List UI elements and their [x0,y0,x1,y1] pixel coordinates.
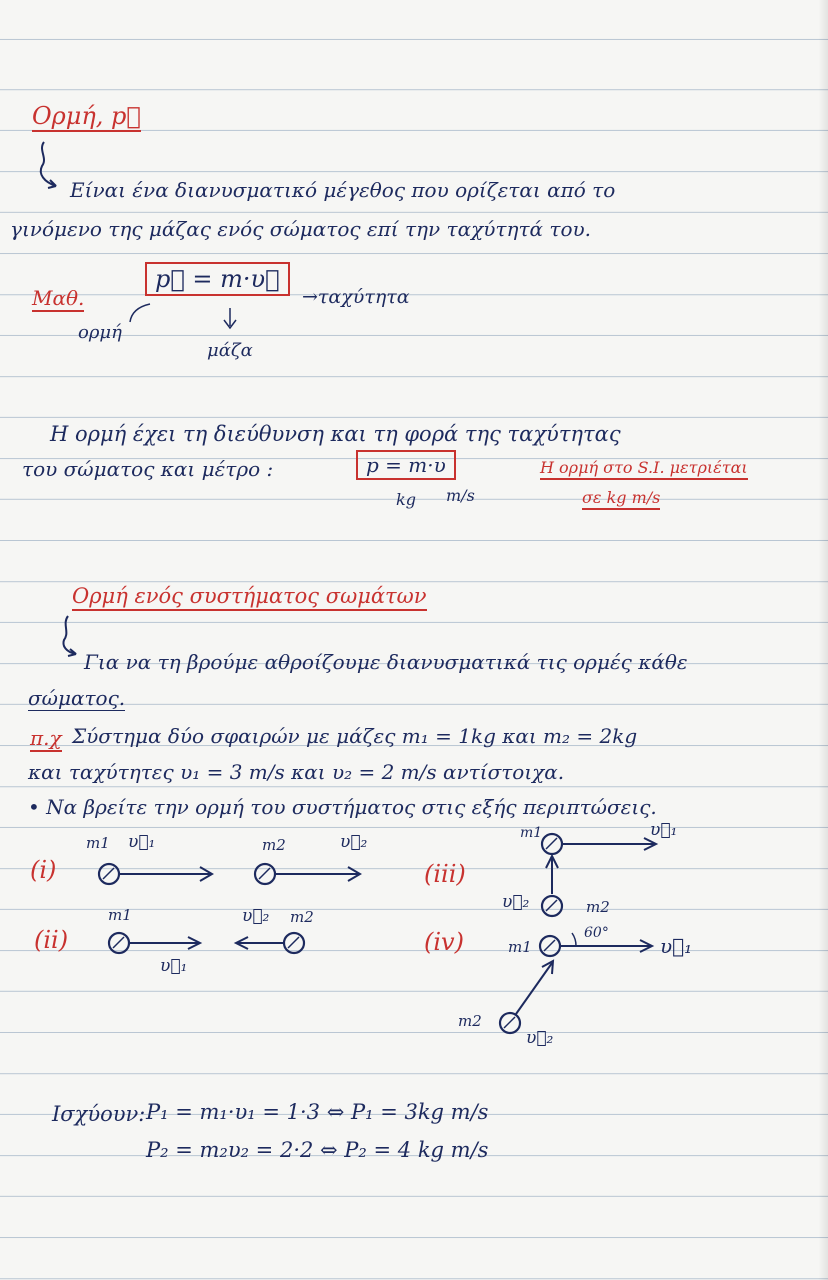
formula-arrows [110,300,250,345]
mass-note: μάζα [207,340,253,361]
example-tag: π.χ [30,726,62,750]
velocity-note: →ταχύτητα [302,286,410,308]
definition-line-2: γινόμενο της μάζας ενός σώματος επί την ταχύτητά του. [10,217,591,241]
case-i-diagram [90,855,380,891]
momentum-note: ορμή [78,322,122,343]
case-i-v1: υ⃗₁ [128,832,156,852]
case-iv-label: (iv) [424,928,464,956]
case-iv-v1: υ⃗₁ [660,934,693,958]
example-line-1: Σύστημα δύο σφαιρών με μάζες m₁ = 1kg και m₂ = 2kg [72,724,638,748]
system-line-1: Για να τη βρούμε αθροίζουμε διανυσματικά τις ορμές κάθε [84,650,688,674]
case-i-m2: m2 [262,836,286,854]
task-line: • Να βρείτε την ορμή του συστήματος στις εξής περιπτώσεις. [28,795,657,819]
case-iv-diagram [480,925,680,1035]
calc-intro: Ισχύουν: [52,1102,146,1126]
case-iii-v2: υ⃗₂ [502,892,530,912]
formula-box: p⃗ = m·υ⃗ [145,262,290,296]
unit-ms: m/s [446,486,475,505]
case-iii-label: (iii) [424,860,466,888]
case-iv-v2: υ⃗₂ [526,1028,554,1048]
magnitude-box: p = m·υ [356,450,456,480]
heading-system: Ορμή ενός συστήματος σωμάτων [72,586,427,611]
case-ii-m2: m2 [290,908,314,926]
si-line-2: σε kg m/s [582,490,660,510]
case-ii-label: (ii) [34,926,69,954]
unit-kg: kg [396,490,416,509]
definition-line-1: Είναι ένα διανυσματικό μέγεθος που ορίζεται από το [70,178,616,202]
case-iii-diagram [530,828,670,918]
case-iv-m2: m2 [458,1012,482,1030]
case-ii-v2: υ⃗₂ [242,906,270,926]
case-ii-m1: m1 [108,906,132,924]
heading-momentum: Ορμή, p⃗ [32,102,141,130]
calc-line-2: P₂ = m₂υ₂ = 2·2 ⇔ P₂ = 4 kg m/s [146,1138,489,1162]
formula-label: Μαθ. [32,286,85,310]
case-iii-m2: m2 [586,898,610,916]
calc-line-1: P₁ = m₁·υ₁ = 1·3 ⇔ P₁ = 3kg m/s [146,1100,489,1124]
direction-line-1: Η ορμή έχει τη διεύθυνση και τη φορά της ταχύτητας [50,422,621,446]
case-iii-m1: m1 [520,825,543,841]
si-line-1: Η ορμή στο S.I. μετριέται [540,460,748,480]
bracket-arrow-icon [34,140,74,200]
case-i-v2: υ⃗₂ [340,832,368,852]
example-line-2: και ταχύτητες υ₁ = 3 m/s και υ₂ = 2 m/s αντίστοιχα. [28,760,565,784]
case-iv-m1: m1 [508,938,532,956]
case-i-m1: m1 [86,834,110,852]
case-iii-v1: υ⃗₁ [650,820,678,840]
direction-line-2: του σώματος και μέτρο : [22,457,274,481]
case-i-label: (i) [30,856,57,884]
case-iv-angle: 60° [584,925,609,941]
system-line-2: σώματος. [28,686,126,710]
case-ii-v1: υ⃗₁ [160,956,188,976]
case-ii-diagram [100,926,320,962]
